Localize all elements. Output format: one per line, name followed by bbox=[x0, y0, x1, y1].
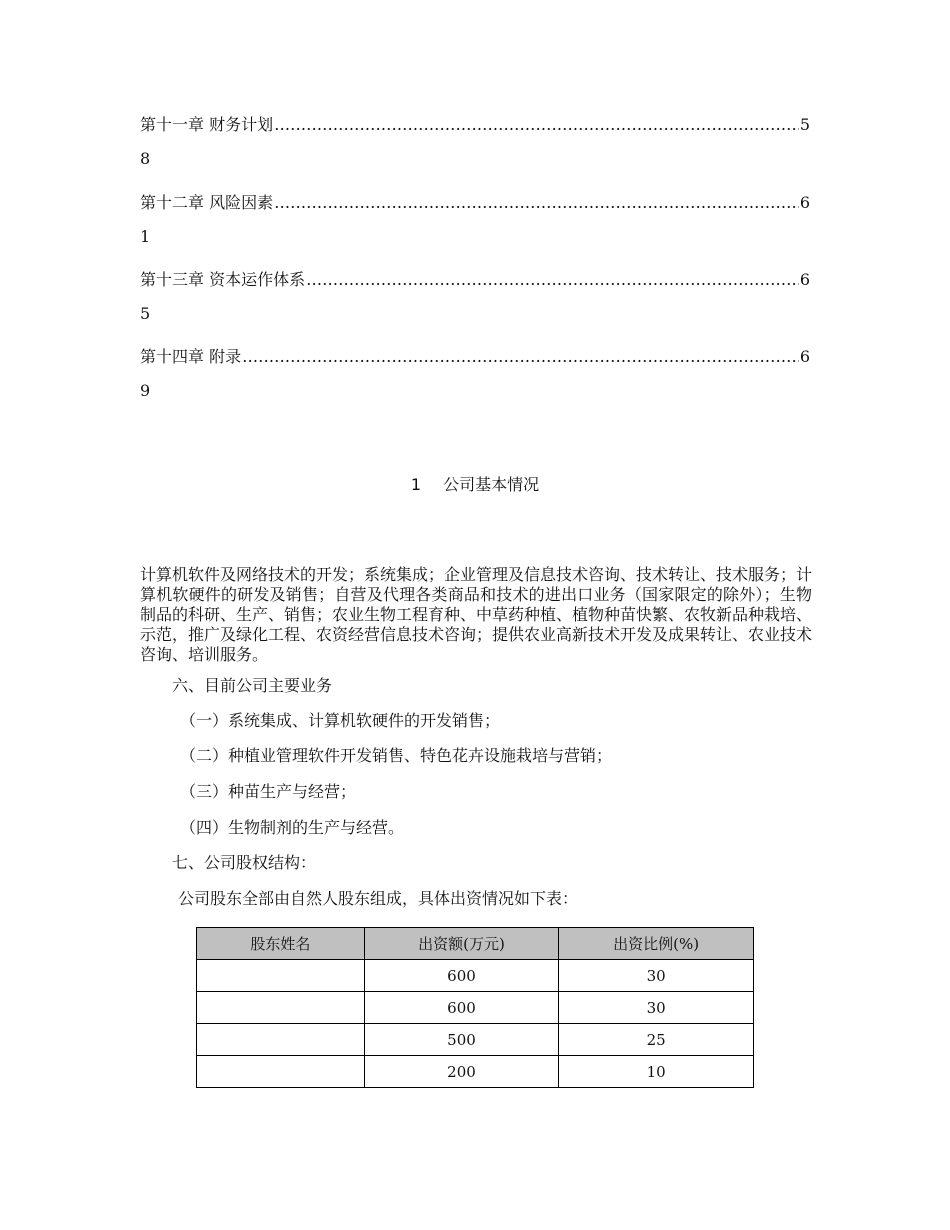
toc-entry-title: 第十三章 资本运作体系 bbox=[140, 270, 306, 289]
contribution-amount-cell: 200 bbox=[364, 1056, 559, 1088]
main-business-heading: 六、目前公司主要业务 bbox=[172, 676, 333, 695]
shareholder-name-cell bbox=[197, 1056, 365, 1088]
toc-entry-title: 第十二章 风险因素 bbox=[140, 193, 274, 212]
section-number: 1 bbox=[410, 475, 422, 494]
contribution-ratio-cell: 30 bbox=[559, 992, 754, 1024]
toc-entry-title: 第十四章 附录 bbox=[140, 347, 242, 366]
toc-leader-dots bbox=[274, 194, 799, 212]
contribution-ratio-cell: 10 bbox=[559, 1056, 754, 1088]
toc-entry-page-wrap: 5 bbox=[140, 304, 151, 323]
toc-entry-title: 第十一章 财务计划 bbox=[140, 115, 274, 134]
column-header-contribution-amount: 出资额(万元) bbox=[364, 928, 559, 960]
column-header-shareholder-name: 股东姓名 bbox=[197, 928, 365, 960]
toc-entry-page: 6 bbox=[799, 347, 810, 366]
shareholder-name-cell bbox=[197, 960, 365, 992]
toc-leader-dots bbox=[242, 348, 799, 366]
section-title: 公司基本情况 bbox=[443, 475, 540, 494]
equity-intro: 公司股东全部由自然人股东组成，具体出资情况如下表： bbox=[178, 889, 579, 908]
toc-entry-page: 6 bbox=[799, 270, 810, 289]
toc-entry-page-wrap: 1 bbox=[140, 227, 151, 246]
table-row bbox=[197, 1024, 754, 1056]
main-business-item: （三）种苗生产与经营； bbox=[180, 782, 357, 801]
contribution-amount-cell: 500 bbox=[364, 1024, 559, 1056]
main-business-item: （一）系统集成、计算机软硬件的开发销售； bbox=[180, 711, 501, 730]
main-business-item: （四）生物制剂的生产与经营。 bbox=[180, 818, 405, 837]
table-row bbox=[197, 960, 754, 992]
toc-entry-page: 5 bbox=[799, 115, 810, 134]
table-header-row bbox=[197, 928, 754, 960]
main-business-item: （二）种植业管理软件开发销售、特色花卉设施栽培与营销； bbox=[180, 746, 613, 765]
toc-entry-page-wrap: 9 bbox=[140, 381, 151, 400]
business-scope-paragraph: 计算机软件及网络技术的开发；系统集成；企业管理及信息技术咨询、技术转让、技术服务；计算机软硬件的研发及销售；自营及代理各类商品和技术的进出口业务（国家限定的除外）；生物制品的科研、生产、销售；农业生物工程育种、中草药种植、植物种苗快繁、农牧新品种栽培、示范，推广及绿化工程、农资经营信息技术咨询；提供农业高新技术开发及成果转让、农业技术咨询、培训服务。 bbox=[140, 565, 813, 664]
toc-leader-dots bbox=[306, 271, 799, 289]
contribution-amount-cell: 600 bbox=[364, 960, 559, 992]
contribution-ratio-cell: 30 bbox=[559, 960, 754, 992]
equity-table bbox=[196, 927, 754, 1088]
shareholder-name-cell bbox=[197, 1024, 365, 1056]
section-heading bbox=[0, 472, 950, 495]
table-row bbox=[197, 1056, 754, 1088]
toc-entry[interactable] bbox=[140, 194, 810, 246]
table-row bbox=[197, 992, 754, 1024]
toc-entry-page-wrap: 8 bbox=[140, 149, 151, 168]
toc-entry[interactable] bbox=[140, 271, 810, 323]
toc-entry[interactable] bbox=[140, 348, 810, 400]
contribution-ratio-cell: 25 bbox=[559, 1024, 754, 1056]
toc-entry-page: 6 bbox=[799, 193, 810, 212]
contribution-amount-cell: 600 bbox=[364, 992, 559, 1024]
shareholder-name-cell bbox=[197, 992, 365, 1024]
column-header-contribution-ratio: 出资比例(%) bbox=[559, 928, 754, 960]
equity-heading: 七、公司股权结构： bbox=[172, 853, 317, 872]
toc-leader-dots bbox=[274, 116, 799, 134]
toc-entry[interactable] bbox=[140, 116, 810, 168]
